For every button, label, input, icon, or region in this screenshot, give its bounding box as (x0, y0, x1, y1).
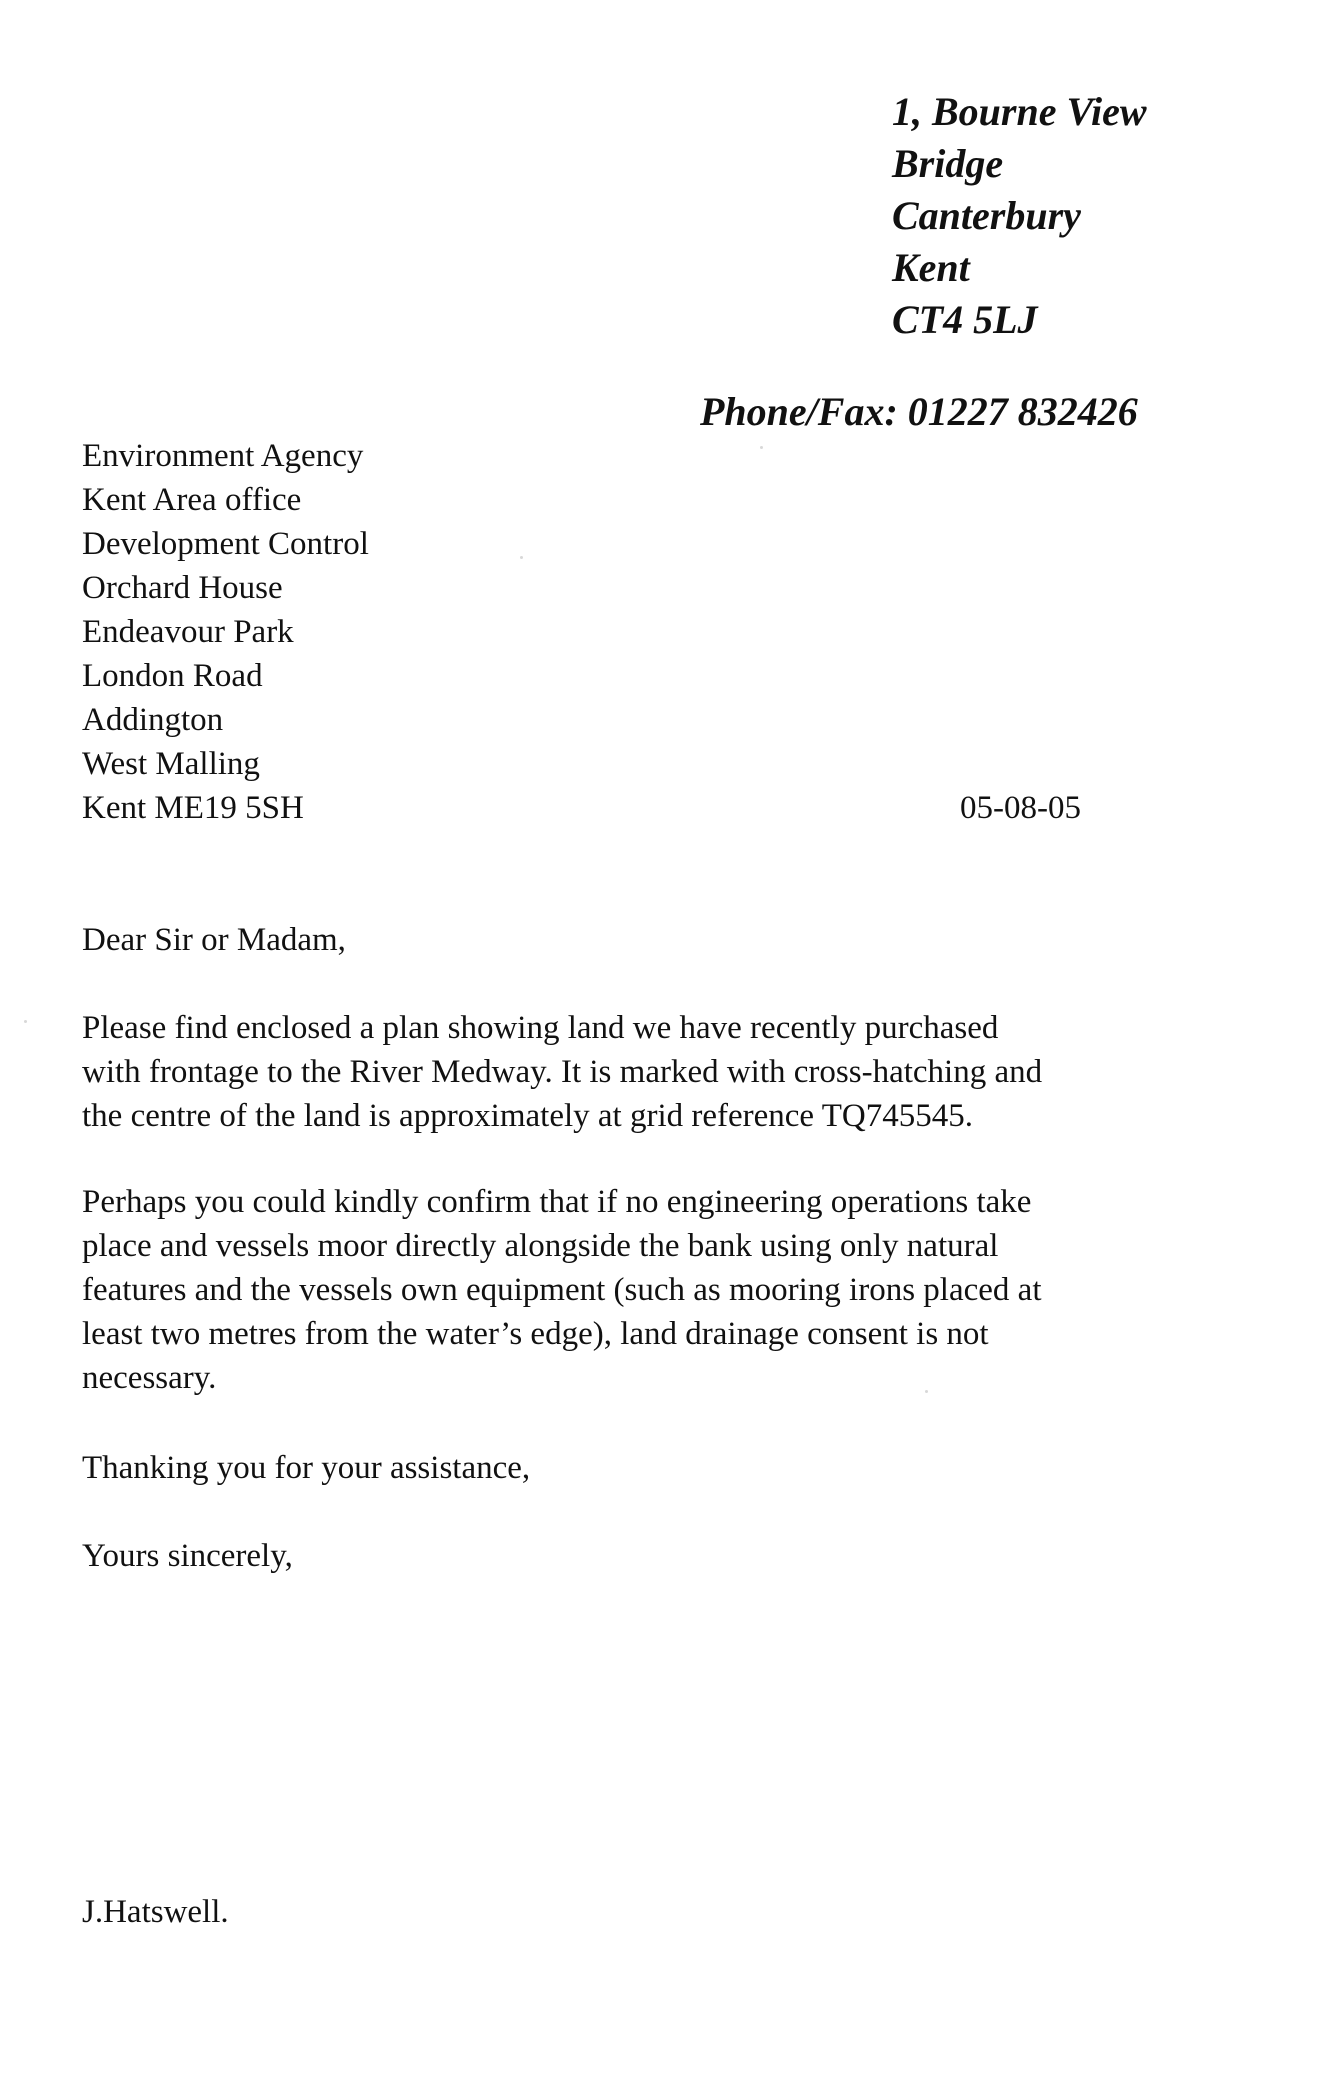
body-paragraph-1 (82, 1006, 1042, 1138)
recipient-address-line: West Malling (82, 746, 260, 782)
sender-address-line: Canterbury (892, 193, 1081, 238)
closing-thanks: Thanking you for your assistance, (82, 1450, 531, 1486)
recipient-address-line: Environment Agency (82, 438, 364, 474)
sender-address-line: Bridge (892, 141, 1004, 186)
recipient-address-line: Kent ME19 5SH (82, 790, 304, 826)
recipient-address (82, 434, 369, 830)
scan-speck (760, 446, 763, 449)
sender-address (892, 86, 1147, 346)
signature-name: J.Hatswell. (82, 1894, 229, 1930)
paragraph-line: Please find enclosed a plan showing land we have recently purchased (82, 1010, 999, 1046)
closing-sign-off: Yours sincerely, (82, 1538, 293, 1574)
recipient-address-line: Endeavour Park (82, 614, 294, 650)
recipient-address-line: London Road (82, 658, 263, 694)
paragraph-line: the centre of the land is approximately at grid reference TQ745545. (82, 1098, 973, 1134)
paragraph-line: least two metres from the water’s edge), land drainage consent is not (82, 1316, 989, 1352)
scan-speck (24, 1020, 27, 1023)
recipient-address-line: Kent Area office (82, 482, 302, 518)
recipient-address-line: Development Control (82, 526, 369, 562)
scan-speck (520, 556, 523, 559)
sender-address-line: 1, Bourne View (892, 89, 1147, 134)
paragraph-line: with frontage to the River Medway. It is marked with cross-hatching and (82, 1054, 1043, 1090)
recipient-address-line: Addington (82, 702, 224, 738)
paragraph-line: place and vessels moor directly alongside the bank using only natural (82, 1228, 999, 1264)
salutation: Dear Sir or Madam, (82, 922, 346, 958)
paragraph-line: necessary. (82, 1360, 217, 1396)
sender-address-line: Kent (892, 245, 970, 290)
sender-phone-fax: Phone/Fax: 01227 832426 (700, 389, 1138, 434)
sender-address-line: CT4 5LJ (892, 297, 1038, 342)
paragraph-line: features and the vessels own equipment (such as mooring irons placed at (82, 1272, 1042, 1308)
paragraph-line: Perhaps you could kindly confirm that if no engineering operations take (82, 1184, 1032, 1220)
scan-speck (925, 1390, 928, 1393)
letter-date: 05-08-05 (960, 790, 1081, 826)
recipient-address-line: Orchard House (82, 570, 283, 606)
body-paragraph-2 (82, 1180, 1041, 1400)
